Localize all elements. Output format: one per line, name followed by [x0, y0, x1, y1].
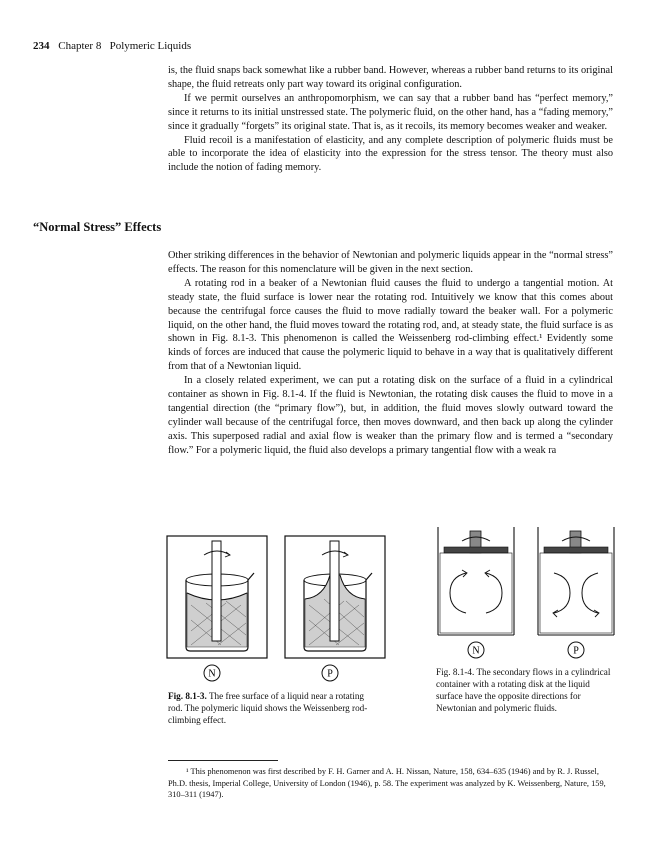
paragraph: A rotating rod in a beaker of a Newtonian fluid causes the fluid to undergo a tangential motion. At steady state, the fluid surface is lower near the rotating rod. Intuitively we know that this comes about because the centrifugal force causes the fluid to move radially toward the beaker wall. For a polymeric liquid, on the other hand, the fluid moves toward the rotating rod, and, at steady state, the fluid surface is as shown in Fig. 8.1-3. This phenomenon is called the Weissenberg rod-climbing effect.¹ Evidently some kinds of forces are induced that cause the polymeric liquid to behave in a way that is qualitatively different from that of a Newtonian liquid. — [168, 277, 613, 373]
running-title: Chapter 8 Polymeric Liquids — [58, 40, 192, 52]
paragraph: Other striking differences in the behavior of Newtonian and polymeric liquids appear in the “normal stress” effects. The reason for this nomenclature will be given in the next section. — [168, 250, 613, 275]
label-n-circle — [202, 663, 222, 683]
footnote-rule — [168, 760, 278, 761]
caption-number: Fig. 8.1-4. — [436, 667, 475, 677]
figure-8-1-3-caption — [168, 690, 378, 726]
running-header — [33, 40, 191, 52]
figure-8-1-4-caption — [436, 666, 618, 714]
label-p-circle — [320, 663, 340, 683]
label-p4-circle — [566, 640, 586, 660]
footnote-text: ¹ This phenomenon was first described by F. H. Garner and A. H. Nissan, Nature, 158, 634–635 (1946) and by R. J. Russel, Ph.D. thesis, Imperial College, University of London (1946), p. 58. The experiment was analyzed by K. Weissenberg, Nature, 159, 310–311 (1947). — [168, 767, 606, 799]
label-p-text: P — [327, 668, 333, 680]
caption-number: Fig. 8.1-3. — [168, 691, 207, 701]
container-newtonian-diagram — [436, 527, 516, 637]
caption-text: The free surface of a liquid near a rotating rod. The polymeric liquid shows the Weissenberg rod-climbing effect. — [168, 691, 368, 725]
caption-text: The secondary flows in a cylindrical container with a rotating disk at the liquid surface have the opposite directions for Newtonian and polymeric fluids. — [436, 667, 611, 713]
label-p4-text: P — [573, 645, 579, 657]
figures-area — [166, 527, 618, 747]
paragraph: In a closely related experiment, we can put a rotating disk on the surface of a fluid in a cylindrical container as shown in Fig. 8.1-4. If the fluid is Newtonian, the rotating disk causes the fluid to move in a tangential direction (the “primary flow”), but, in addition, the fluid moves slowly outward toward the cylinder wall because of the centrifugal force, then moves downward, and then back up along the cylinder axis. This superposed radial and axial flow is weaker than the primary flow and is termed a “secondary flow.” For a polymeric liquid, the fluid also develops a primary tangential flow with a weak ra — [168, 375, 613, 456]
beaker-newtonian-diagram — [166, 535, 268, 660]
container-polymeric-diagram — [536, 527, 616, 637]
section-text — [168, 249, 613, 458]
page-number: 234 — [33, 40, 50, 52]
label-n4-circle — [466, 640, 486, 660]
footnote — [168, 766, 618, 801]
section-heading: “Normal Stress” Effects — [33, 220, 162, 234]
paragraph: If we permit ourselves an anthropomorphism, we can say that a rubber band has “perfect memory,” since it returns to its initial unstressed state. The polymeric fluid, on the other hand, has a “fading memory,” since it gradually “forgets” its original state. That is, as it recoils, its memory becomes weaker and weaker. — [168, 92, 613, 132]
intro-text — [168, 64, 613, 175]
label-n4-text: N — [472, 645, 480, 657]
beaker-polymeric-diagram — [284, 535, 386, 660]
label-n-text: N — [208, 668, 216, 680]
paragraph: Fluid recoil is a manifestation of elasticity, and any complete description of polymeric fluids must be able to incorporate the idea of elasticity into the expression for the stress tensor. The theory must also include the notion of fading memory. — [168, 134, 613, 174]
paragraph: is, the fluid snaps back somewhat like a rubber band. However, whereas a rubber band returns to its original shape, the fluid retreats only part way toward its original configuration. — [168, 65, 613, 90]
